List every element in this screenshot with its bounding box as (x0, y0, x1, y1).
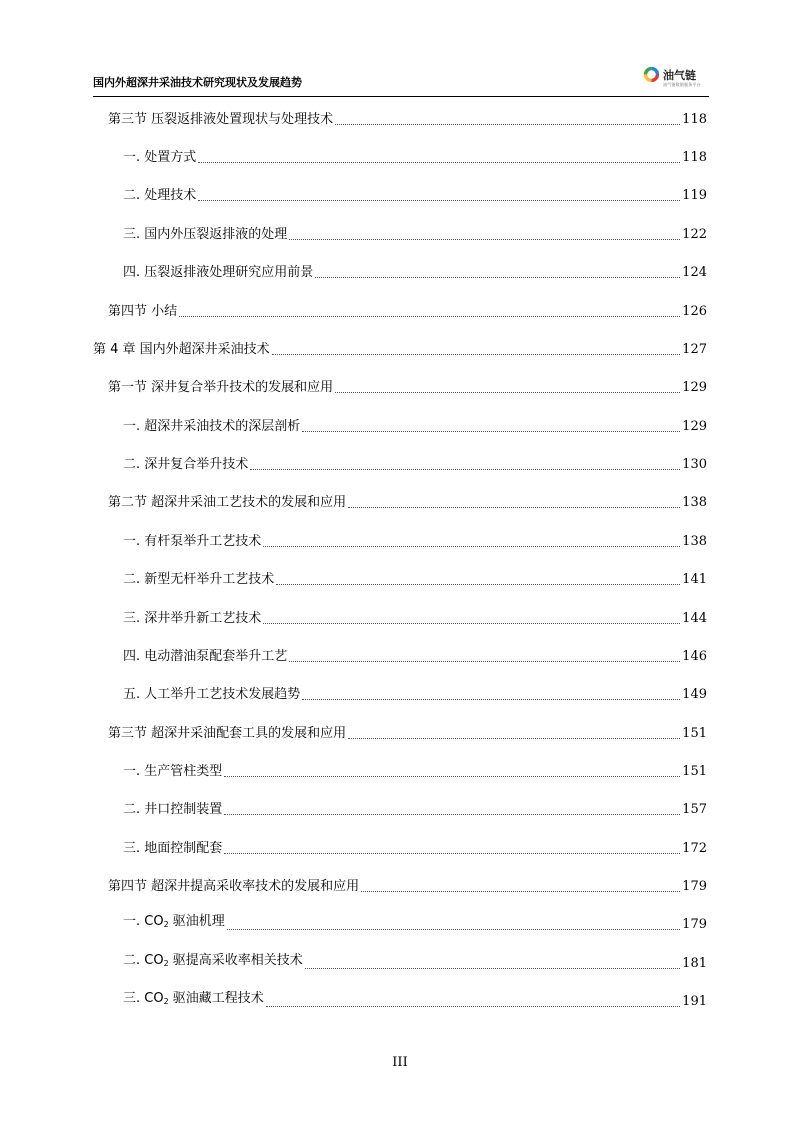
toc-entry-label: 五. 人工举升工艺技术发展趋势 (123, 687, 301, 702)
toc-entry[interactable] (123, 572, 707, 588)
toc-leader (305, 967, 680, 969)
toc-entry[interactable] (123, 991, 707, 1010)
toc-leader (224, 852, 680, 854)
toc-label-prefix: 二. CO (123, 953, 164, 968)
toc-label-suffix: 驱油机理 (168, 914, 225, 929)
toc-entry[interactable] (123, 687, 707, 703)
toc-entry-page: 181 (682, 956, 707, 971)
toc-entry[interactable] (123, 611, 707, 627)
toc-entry-page: 122 (682, 227, 707, 242)
subscript-2: 2 (163, 920, 169, 929)
toc-entry-page: 191 (682, 994, 707, 1009)
toc-leader (266, 1005, 680, 1007)
toc-leader (335, 123, 680, 125)
toc-leader (289, 660, 680, 662)
toc-leader (289, 238, 680, 240)
toc-entry[interactable] (93, 342, 707, 358)
toc-label-prefix: 三. CO (123, 991, 164, 1006)
toc-entry-page: 179 (682, 917, 707, 932)
toc-entry-label (123, 914, 225, 933)
toc-entry-page: 146 (682, 649, 707, 664)
toc-leader (315, 276, 680, 278)
toc-leader (224, 813, 680, 815)
toc-entry[interactable] (108, 879, 707, 895)
toc-entry-page: 130 (682, 457, 707, 472)
toc-leader (272, 353, 681, 355)
toc-entry-page: 179 (682, 879, 707, 894)
toc-entry[interactable] (123, 649, 707, 665)
subscript-2: 2 (163, 959, 169, 968)
toc-entry-label: 第 4 章 国内外超深井采油技术 (93, 342, 270, 357)
toc-entry-page: 124 (682, 265, 707, 280)
toc-entry-label: 四. 压裂返排液处理研究应用前景 (123, 265, 314, 280)
toc-entry-page: 157 (682, 802, 707, 817)
toc-entry-label: 一. 有杆泵举升工艺技术 (123, 534, 262, 549)
toc-entry[interactable] (123, 150, 707, 166)
toc-leader (335, 391, 680, 393)
toc-leader (302, 698, 680, 700)
toc-entry-label: 第三节 压裂返排液处置现状与处理技术 (108, 112, 334, 127)
toc-entry[interactable] (123, 265, 707, 281)
toc-entry-label: 三. 地面控制配套 (123, 841, 223, 856)
toc-leader (348, 737, 680, 739)
toc-leader (276, 583, 680, 585)
toc-entry-page: 149 (682, 687, 707, 702)
subscript-2: 2 (163, 997, 169, 1006)
toc-leader (348, 506, 680, 508)
toc-entry-page: 118 (682, 112, 707, 127)
toc-entry[interactable] (108, 304, 707, 320)
toc-entry-label: 二. 深井复合举升技术 (123, 457, 249, 472)
toc-leader (198, 161, 680, 163)
toc-entry-page: 141 (682, 572, 707, 587)
toc-entry-label: 三. 深井举升新工艺技术 (123, 611, 262, 626)
toc-leader (361, 890, 680, 892)
toc-entry-label (123, 953, 303, 972)
toc-entry[interactable] (108, 726, 707, 742)
toc-entry-label: 第四节 小结 (108, 304, 178, 319)
toc-entry-page: 151 (682, 726, 707, 741)
toc-entry-label (123, 991, 264, 1010)
toc-entry-page: 138 (682, 534, 707, 549)
toc-entry-label: 第三节 超深井采油配套工具的发展和应用 (108, 726, 347, 741)
toc-entry-label: 第二节 超深井采油工艺技术的发展和应用 (108, 495, 347, 510)
toc-entry-label: 二. 井口控制装置 (123, 802, 223, 817)
toc-entry-page: 129 (682, 380, 707, 395)
toc-label-suffix: 驱提高采收率相关技术 (168, 953, 303, 968)
toc-entry-label: 二. 处理技术 (123, 188, 197, 203)
toc-entry-page: 118 (682, 150, 707, 165)
toc-leader (263, 545, 680, 547)
page-number: III (392, 1055, 408, 1070)
toc-entry-page: 144 (682, 611, 707, 626)
toc-entry-page: 127 (682, 342, 707, 357)
toc-label-prefix: 一. CO (123, 914, 164, 929)
toc-label-suffix: 驱油藏工程技术 (168, 991, 264, 1006)
toc-entry-label: 一. 生产管柱类型 (123, 764, 223, 779)
toc-entry-page: 119 (682, 188, 707, 203)
toc-entry[interactable] (123, 419, 707, 435)
toc-entry-label: 四. 电动潜油泵配套举升工艺 (123, 649, 288, 664)
toc-entry-label: 第一节 深井复合举升技术的发展和应用 (108, 380, 334, 395)
toc-leader (227, 928, 680, 930)
toc-entry-page: 129 (682, 419, 707, 434)
toc-leader (179, 315, 680, 317)
toc-entry-page: 126 (682, 304, 707, 319)
toc-entry[interactable] (123, 841, 707, 857)
toc-entry[interactable] (108, 380, 707, 396)
toc-entry[interactable] (123, 534, 707, 550)
toc-entry-label: 一. 超深井采油技术的深层剖析 (123, 419, 301, 434)
toc-entry[interactable] (123, 914, 707, 933)
toc-entry-label: 一. 处置方式 (123, 150, 197, 165)
toc-entry[interactable] (123, 802, 707, 818)
toc-leader (198, 199, 680, 201)
toc-leader (302, 430, 680, 432)
toc-leader (224, 775, 680, 777)
toc-entry-page: 151 (682, 764, 707, 779)
logo-text: 油气链 (663, 69, 696, 82)
toc-entry[interactable] (123, 764, 707, 780)
toc-entry[interactable] (123, 227, 707, 243)
toc-entry-page: 138 (682, 495, 707, 510)
toc-entry-label: 三. 国内外压裂返排液的处理 (123, 227, 288, 242)
toc-entry-label: 二. 新型无杆举升工艺技术 (123, 572, 275, 587)
toc-entry[interactable] (123, 188, 707, 204)
toc-entry[interactable] (108, 112, 707, 128)
toc-entry[interactable] (123, 457, 707, 473)
toc-entry[interactable] (108, 495, 707, 511)
toc-entry-page: 172 (682, 841, 707, 856)
toc-entry[interactable] (123, 953, 707, 972)
toc-leader (250, 468, 680, 470)
toc-entry-label: 第四节 超深井提高采收率技术的发展和应用 (108, 879, 360, 894)
logo-subtext: 油气链数据服务平台 (663, 82, 701, 87)
document-title: 国内外超深井采油技术研究现状及发展趋势 (93, 76, 302, 89)
toc-leader (263, 622, 680, 624)
